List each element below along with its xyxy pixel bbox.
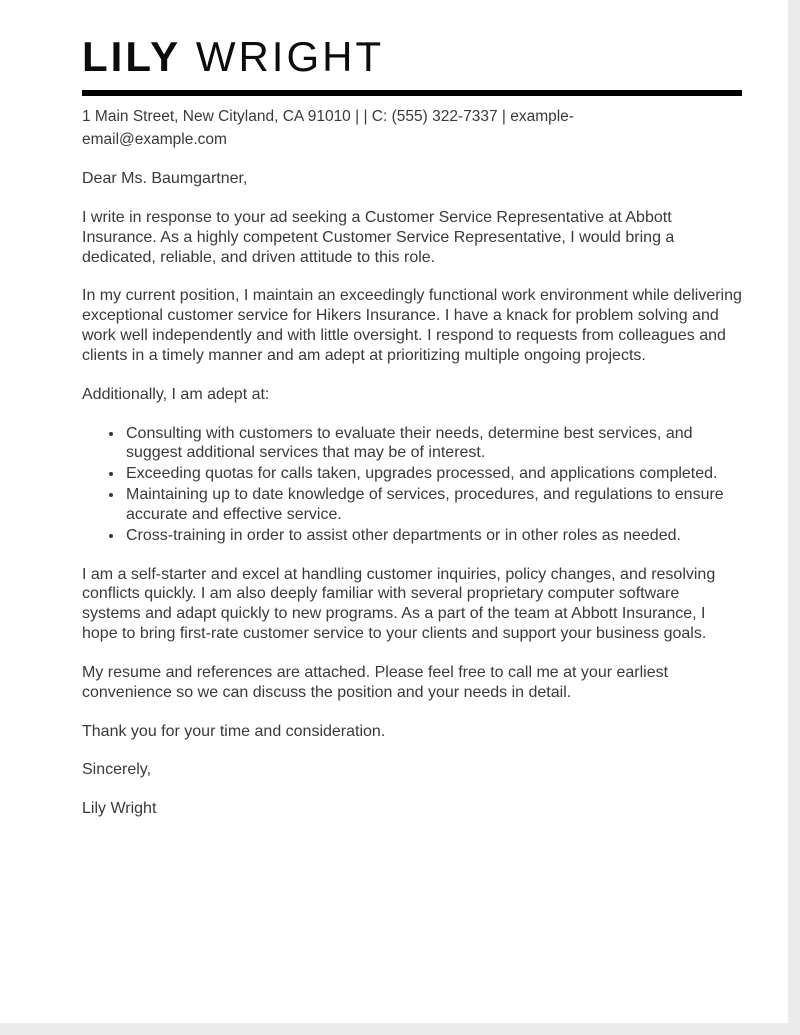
bullet-item: • Maintaining up to date knowledge of services, procedures, and regulations to ensure accurate and effective service. — [124, 485, 742, 525]
last-name: WRIGHT — [195, 33, 385, 80]
name-heading — [82, 34, 742, 80]
paragraph-current-position: In my current position, I maintain an exceedingly functional work environment while delivering exceptional customer service for Hikers Insurance. I have a knack for problem solving and work well independently and with little oversight. I respond to requests from colleagues and clients in a timely manner and am adept at prioritizing multiple ongoing projects. — [82, 287, 742, 364]
paragraph-thank-you: Thank you for your time and consideration. — [82, 722, 386, 740]
signature: Lily Wright — [82, 800, 157, 818]
first-name: LILY — [82, 33, 182, 80]
salutation: Dear Ms. Baumgartner, — [82, 170, 248, 188]
paragraph-resume-attached: My resume and references are attached. Please feel free to call me at your earliest convenience so we can discuss the position and your needs in detail. — [82, 663, 669, 701]
bullet-item: • Cross-training in order to assist other departments or in other roles as needed. — [124, 526, 742, 546]
bullet-item: • Consulting with customers to evaluate their needs, determine best services, and suggest additional services that may be of interest. — [124, 424, 742, 464]
paragraph-intro: I write in response to your ad seeking a Customer Service Representative at Abbott Insurance. As a highly competent Customer Service Representative, I would bring a dedicated, reliable, and driven attitude to this role. — [82, 208, 675, 266]
bullet-item: • Exceeding quotas for calls taken, upgrades processed, and applications completed. — [124, 464, 742, 484]
skills-bullet-list — [82, 424, 742, 546]
contact-line: 1 Main Street, New Cityland, CA 91010 | | C: (555) 322-7337 | example-email@example.com — [82, 108, 574, 148]
adept-intro: Additionally, I am adept at: — [82, 385, 270, 403]
header-rule — [82, 90, 742, 96]
signoff: Sincerely, — [82, 761, 152, 779]
paragraph-self-starter: I am a self-starter and excel at handling customer inquiries, policy changes, and resolving conflicts quickly. I am also deeply familiar with several proprietary computer software systems and adapt quickly to new programs. As a part of the team at Abbott Insurance, I hope to bring first-rate customer service to your clients and support your business goals. — [82, 565, 716, 643]
letter-body — [82, 169, 742, 819]
